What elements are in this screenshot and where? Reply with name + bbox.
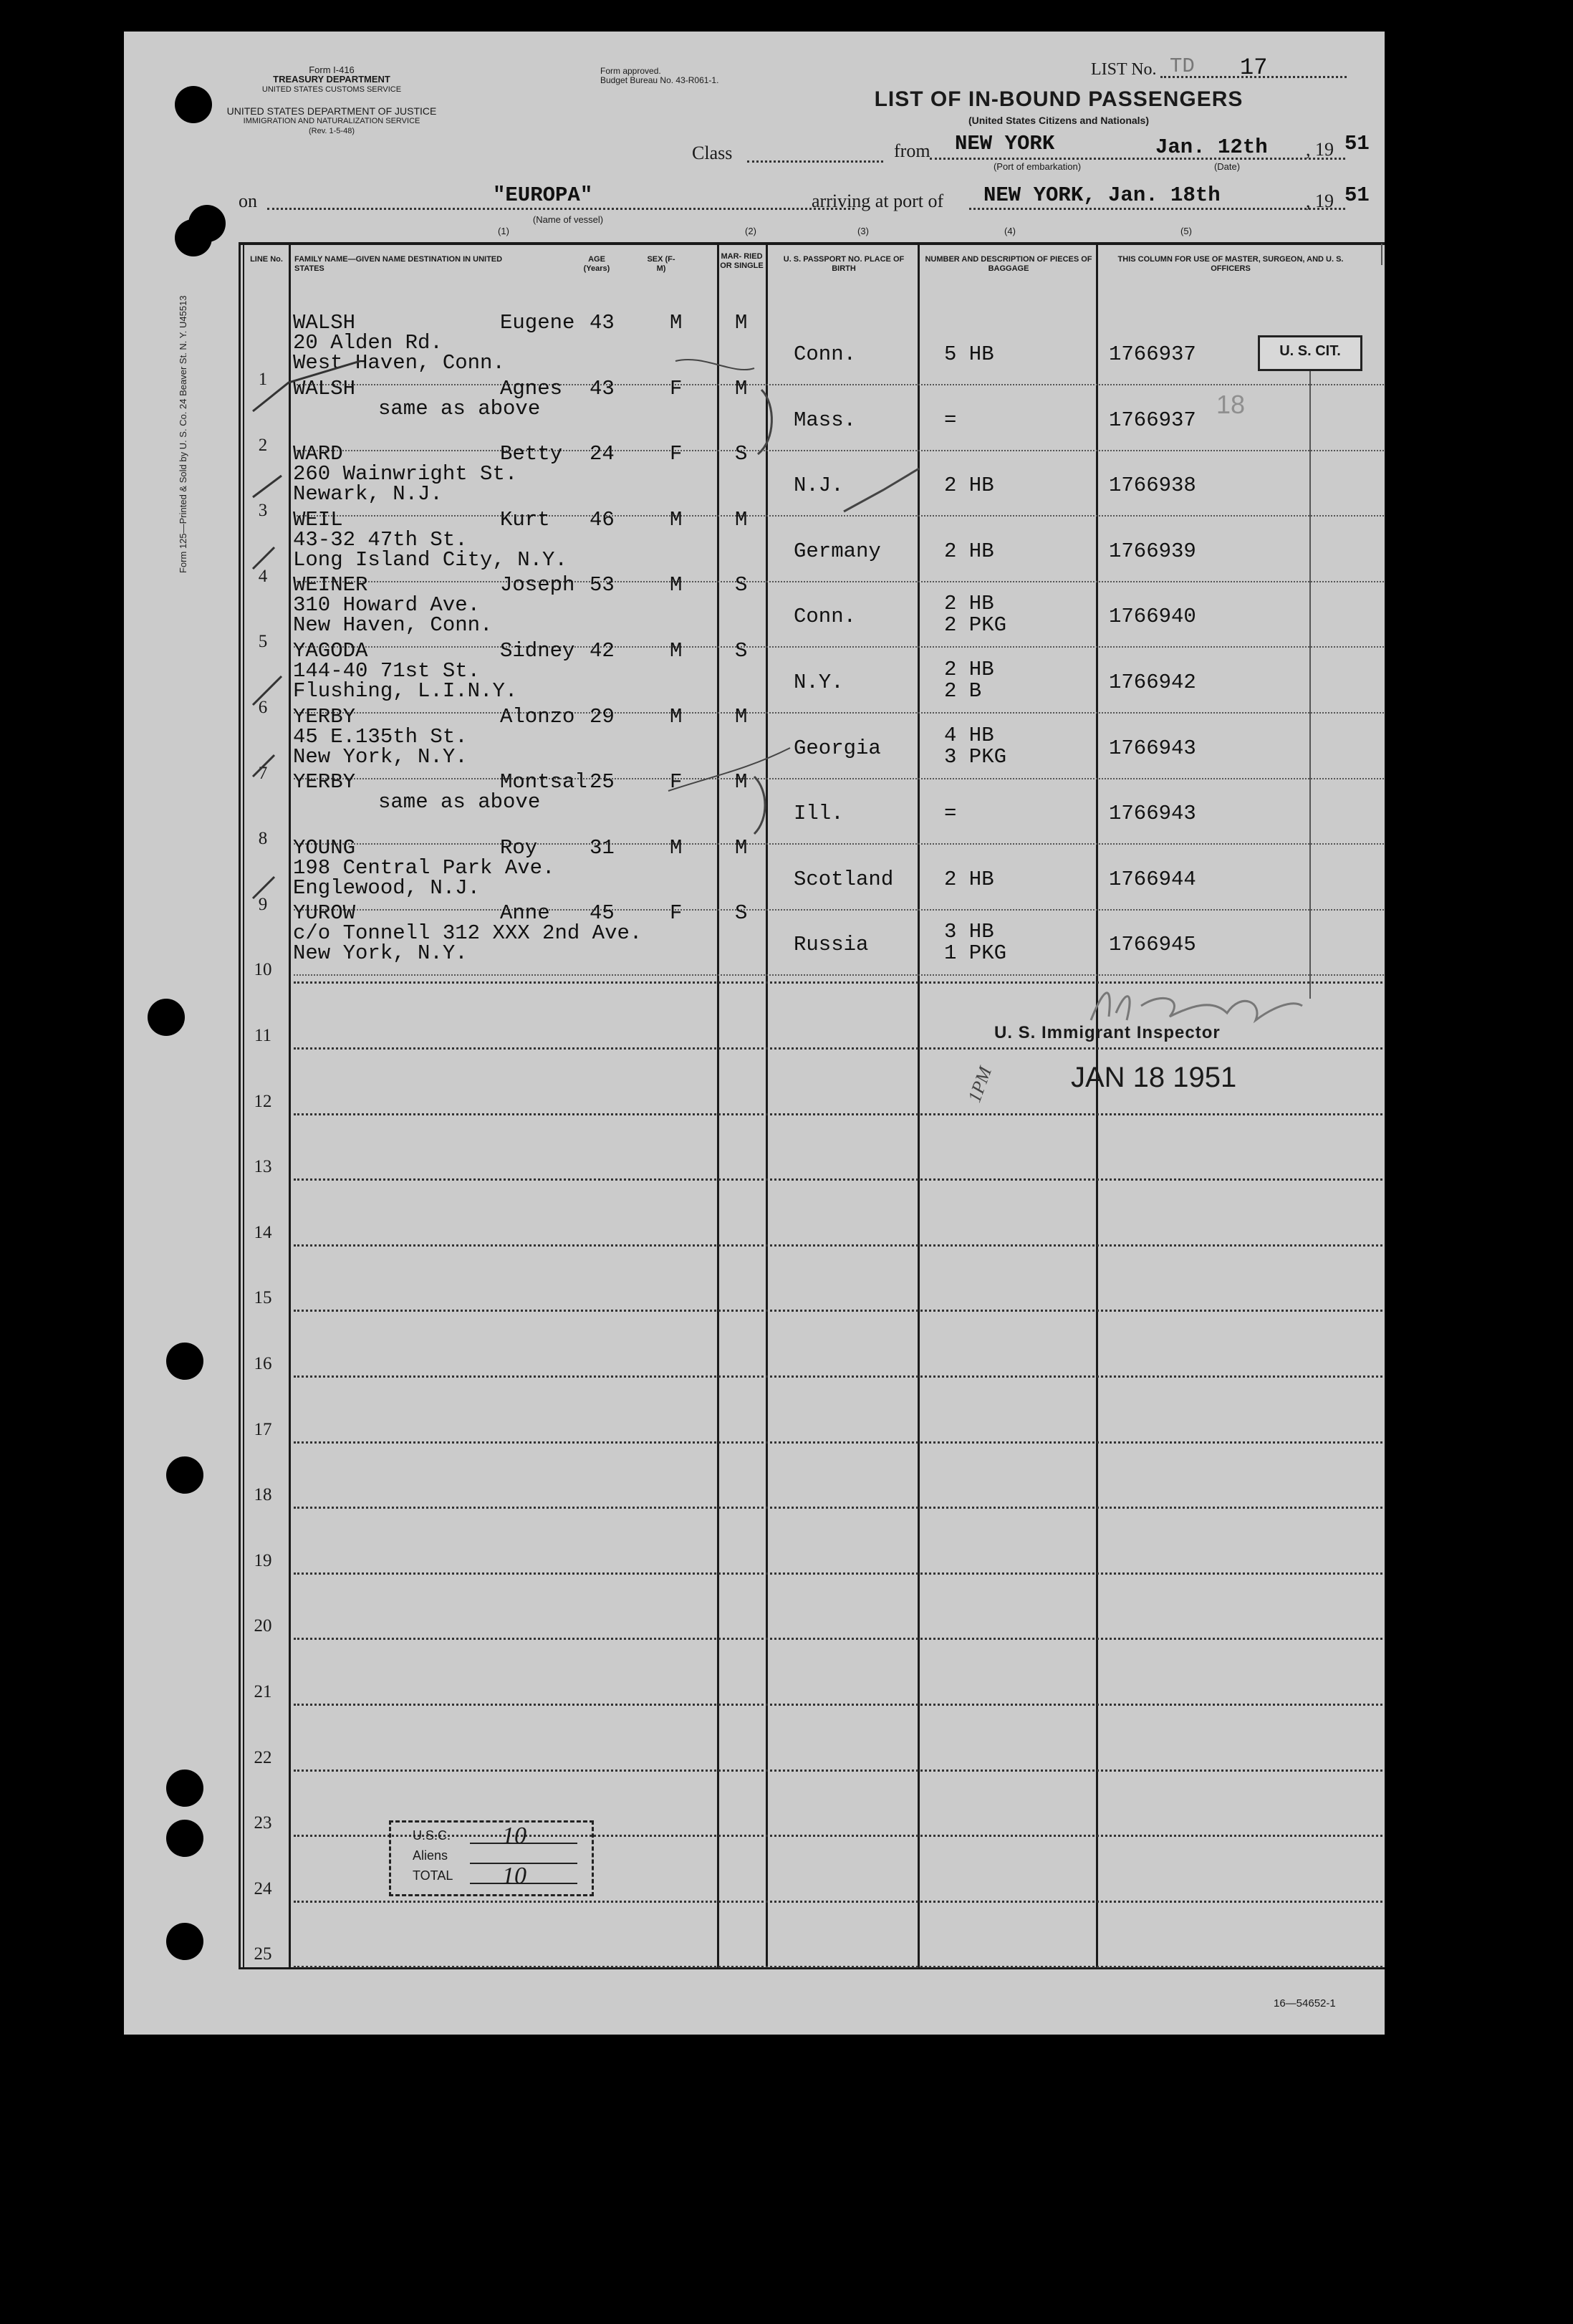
given-name: Eugene	[500, 311, 575, 335]
address-line-1: 20 Alden Rd.	[293, 331, 443, 355]
header-line-no: LINE No.	[250, 255, 283, 264]
age: 43	[590, 376, 615, 400]
embark-date: Jan. 12th	[1155, 135, 1268, 159]
address-line-2: Long Island City, N.Y.	[293, 547, 567, 572]
line-number: 23	[254, 1813, 272, 1833]
line-number: 9	[258, 894, 268, 914]
marital-status: M	[735, 311, 748, 335]
age: 29	[590, 704, 615, 729]
given-name: Roy	[500, 835, 538, 860]
arrival-line	[969, 208, 1345, 210]
place-of-birth: Georgia	[794, 736, 881, 760]
passport-check	[840, 454, 926, 526]
usc-label: U.S.C.	[413, 1828, 451, 1843]
address-line-2: Englewood, N.J.	[293, 875, 481, 900]
address-line-1: 45 E.135th St.	[293, 724, 468, 749]
marital-status: S	[735, 901, 748, 926]
handwritten-1pm: 1PM	[963, 1064, 996, 1105]
on-label: on	[239, 191, 257, 211]
header-married-single: MAR- RIED OR SINGLE	[720, 252, 764, 270]
address-line-2: West Haven, Conn.	[293, 351, 505, 375]
port-caption: (Port of embarkation)	[993, 161, 1082, 172]
given-name: Joseph	[500, 573, 575, 597]
given-name: Betty	[500, 442, 563, 466]
binder-hole	[175, 86, 212, 123]
officer-number: 1766938	[1109, 474, 1196, 498]
arriving-label: arriving at port of	[812, 191, 944, 211]
row-dotted-line	[294, 1901, 1385, 1903]
place-of-birth: Scotland	[794, 867, 894, 891]
line-number: 4	[258, 566, 268, 586]
sex: F	[670, 901, 683, 926]
family-name: WEIL	[293, 507, 343, 532]
baggage: =	[944, 802, 957, 826]
age: 25	[590, 770, 615, 794]
line-number: 18	[254, 1485, 272, 1505]
address-line-1: 43-32 47th St.	[293, 527, 468, 552]
us-cit-stamp	[1258, 335, 1362, 371]
officer-number: 1766940	[1109, 605, 1196, 629]
address-line-1: 198 Central Park Ave.	[293, 855, 555, 880]
age: 53	[590, 573, 615, 597]
inspection-date-stamp: JAN 18 1951	[1071, 1062, 1237, 1093]
budget-bureau: Budget Bureau No. 43-R061-1.	[600, 75, 719, 85]
row-dotted-line	[294, 1178, 1385, 1181]
year-prefix: , 19	[1306, 139, 1334, 160]
entry-separator	[294, 974, 1385, 976]
header-sex: SEX (F-M)	[647, 255, 675, 273]
line-number: 11	[254, 1026, 272, 1045]
row-dotted-line	[294, 1310, 1385, 1312]
sex: M	[670, 639, 683, 663]
list-no: 17	[1240, 54, 1268, 81]
check-marks	[246, 332, 432, 977]
place-of-birth: Conn.	[794, 605, 857, 629]
family-name: YERBY	[293, 704, 356, 729]
family-name: WALSH	[293, 376, 356, 400]
row-dotted-line	[294, 1572, 1385, 1575]
line-number: 19	[254, 1550, 272, 1570]
baggage: 2 HB	[944, 658, 994, 681]
row-dotted-line	[294, 1704, 1385, 1706]
family-name: WALSH	[293, 311, 356, 335]
revision: (Rev. 1-5-48)	[309, 127, 355, 135]
place-of-birth: Germany	[794, 539, 881, 563]
line-number: 15	[254, 1288, 272, 1308]
total-label: TOTAL	[413, 1868, 453, 1883]
address-line-2: Flushing, L.I.N.Y.	[293, 679, 518, 703]
address-line-1: 144-40 71st St.	[293, 659, 481, 683]
binder-hole	[166, 1820, 203, 1857]
age: 45	[590, 901, 615, 926]
embark-year: 51	[1344, 132, 1370, 155]
sex: F	[670, 770, 683, 794]
baggage: 2 HB	[944, 592, 994, 616]
given-name: Kurt	[500, 507, 550, 532]
baggage: 4 HB	[944, 723, 994, 747]
officer-number: 1766943	[1109, 736, 1196, 760]
totals-stamp	[389, 1820, 594, 1896]
binder-hole	[166, 1923, 203, 1960]
given-name: Sidney	[500, 639, 575, 663]
baggage-2: 1 PKG	[944, 941, 1007, 966]
col-num-1: (1)	[498, 226, 509, 236]
binder-hole	[166, 1770, 203, 1807]
baggage: 2 HB	[944, 539, 994, 563]
line-number: 22	[254, 1747, 272, 1767]
form-approved: Form approved.	[600, 66, 661, 76]
list-no-prefix: TD	[1170, 54, 1195, 78]
age: 46	[590, 507, 615, 532]
line-number: 6	[258, 698, 268, 717]
entry-separator	[294, 909, 1385, 911]
row-dotted-line	[294, 1507, 1385, 1509]
doj: UNITED STATES DEPARTMENT OF JUSTICE	[226, 105, 437, 117]
line-number: 2	[258, 435, 268, 455]
arrival-year-prefix: , 19	[1306, 191, 1334, 211]
header-officers: THIS COLUMN FOR USE OF MASTER, SURGEON, AND U. S. OFFICERS	[1117, 255, 1344, 273]
line-number: 8	[258, 829, 268, 849]
given-name: Agnes	[500, 376, 563, 400]
address-line-1: same as above	[378, 790, 541, 815]
manifest-page	[124, 32, 1385, 2035]
officer-number: 1766945	[1109, 933, 1196, 957]
baggage: =	[944, 408, 957, 432]
row-dotted-line	[294, 1047, 1385, 1050]
marital-status: M	[735, 376, 748, 400]
marital-status: S	[735, 442, 748, 466]
binder-hole	[166, 1456, 203, 1494]
marital-status: M	[735, 770, 748, 794]
baggage: 5 HB	[944, 342, 994, 366]
place-of-birth: N.Y.	[794, 671, 844, 694]
baggage: 3 HB	[944, 920, 994, 944]
address-line-2: Newark, N.J.	[293, 482, 443, 506]
header-tick	[1381, 244, 1382, 265]
header-baggage: NUMBER AND DESCRIPTION OF PIECES OF BAGGAGE	[925, 255, 1092, 273]
col-rule-0b	[243, 244, 244, 1969]
marital-status: M	[735, 835, 748, 860]
marital-status: M	[735, 704, 748, 729]
row-dotted-line	[294, 1770, 1385, 1772]
place-of-birth: Conn.	[794, 342, 857, 366]
col-rule-0	[239, 244, 241, 1969]
page-title: LIST OF IN-BOUND PASSENGERS	[874, 87, 1244, 111]
officer-number: 1766942	[1109, 671, 1196, 694]
age: 31	[590, 835, 615, 860]
from-label: from	[894, 140, 930, 161]
line-number: 5	[258, 632, 268, 652]
date-caption: (Date)	[1213, 161, 1241, 172]
address-line-2: New Haven, Conn.	[293, 613, 493, 638]
vessel-line	[267, 208, 855, 210]
marital-status: S	[735, 639, 748, 663]
line-number: 24	[254, 1878, 272, 1898]
officer-number: 1766937	[1109, 408, 1196, 432]
binder-hole	[166, 1343, 203, 1380]
address-line-1: 310 Howard Ave.	[293, 593, 481, 618]
baggage-2: 2 PKG	[944, 613, 1007, 638]
baggage-2: 2 B	[944, 679, 982, 703]
line-number: 14	[254, 1222, 272, 1242]
marital-status: M	[735, 507, 748, 532]
address-line-2: New York, N.Y.	[293, 744, 468, 769]
place-of-birth: Russia	[794, 933, 869, 957]
officer-side-rule	[1309, 340, 1311, 999]
ins: IMMIGRATION AND NATURALIZATION SERVICE	[243, 117, 420, 125]
col-num-4: (4)	[1004, 226, 1016, 236]
row-dotted-line	[294, 1638, 1385, 1640]
age: 24	[590, 442, 615, 466]
family-name: YAGODA	[293, 639, 368, 663]
usc-count: 10	[502, 1823, 526, 1849]
line-number: 10	[254, 960, 272, 980]
row-dotted-line	[294, 1441, 1385, 1444]
baggage: 2 HB	[944, 867, 994, 891]
header-passport-birth: U. S. PASSPORT NO. PLACE OF BIRTH	[783, 255, 905, 273]
table-top-rule	[239, 242, 1385, 245]
place-of-birth: Mass.	[794, 408, 857, 432]
col-rule-5	[1096, 244, 1098, 1969]
line-number: 12	[254, 1091, 272, 1111]
age: 42	[590, 639, 615, 663]
officer-number: 1766939	[1109, 539, 1196, 563]
sex: M	[670, 835, 683, 860]
place-of-birth: Ill.	[794, 802, 844, 826]
officer-number: 1766937	[1109, 342, 1196, 366]
address-line-1: 260 Wainwright St.	[293, 462, 518, 486]
class-label: Class	[692, 143, 733, 163]
family-name: YUROW	[293, 901, 356, 926]
handwritten-18: 18	[1216, 390, 1246, 419]
col-num-2: (2)	[745, 226, 756, 236]
marital-status: S	[735, 573, 748, 597]
sex: F	[670, 442, 683, 466]
margin-brackets	[625, 347, 855, 884]
line-number: 17	[254, 1419, 272, 1439]
family-name: YERBY	[293, 770, 356, 794]
footer-code: 16—54652-1	[1274, 1997, 1336, 2010]
vessel-name: "EUROPA"	[493, 183, 593, 207]
from-line	[930, 158, 1345, 160]
given-name: Montsal	[500, 770, 587, 794]
sex: M	[670, 311, 683, 335]
inspector-title: U. S. Immigrant Inspector	[994, 1023, 1221, 1042]
col-num-5: (5)	[1180, 226, 1192, 236]
given-name: Alonzo	[500, 704, 575, 729]
arrival-year: 51	[1344, 183, 1370, 207]
baggage-2: 3 PKG	[944, 744, 1007, 769]
header-name-destination: FAMILY NAME—GIVEN NAME DESTINATION IN UNITED STATES	[294, 255, 503, 273]
arrival-port-date: NEW YORK, Jan. 18th	[983, 183, 1221, 207]
port-of-embarkation: NEW YORK	[955, 132, 1055, 155]
class-line	[747, 160, 883, 163]
form-number: Form I-416	[309, 64, 355, 75]
row-dotted-line	[294, 1966, 1385, 1968]
line-number: 3	[258, 501, 268, 521]
sex: M	[670, 507, 683, 532]
page-subtitle: (United States Citizens and Nationals)	[968, 115, 1150, 126]
line-number: 16	[254, 1354, 272, 1373]
col-num-3: (3)	[857, 226, 869, 236]
row-dotted-line	[294, 1113, 1385, 1115]
printer-side-text: Form 125—Printed & Sold by U. S. Co. 24 Beaver St. N. Y. U45513	[178, 295, 188, 573]
line-number: 7	[258, 763, 268, 783]
row-dotted-line	[294, 1244, 1385, 1247]
line-number: 13	[254, 1157, 272, 1177]
line-number: 20	[254, 1616, 272, 1636]
us-cit-text: U. S. CIT.	[1279, 343, 1341, 359]
binder-hole	[148, 999, 185, 1036]
family-name: WARD	[293, 442, 343, 466]
place-of-birth: N.J.	[794, 474, 844, 498]
binder-hole	[188, 205, 226, 242]
customs-service: UNITED STATES CUSTOMS SERVICE	[261, 85, 402, 94]
list-no-label: LIST No.	[1091, 60, 1157, 79]
sex: M	[670, 573, 683, 597]
treasury-dept: TREASURY DEPARTMENT	[273, 74, 390, 85]
line-number: 21	[254, 1682, 272, 1701]
aliens-label: Aliens	[413, 1848, 448, 1863]
given-name: Anne	[500, 901, 550, 926]
row-dotted-line	[294, 1375, 1385, 1378]
age: 43	[590, 311, 615, 335]
officer-number: 1766943	[1109, 802, 1196, 826]
total-count: 10	[502, 1863, 526, 1889]
baggage: 2 HB	[944, 474, 994, 498]
family-name: WEINER	[293, 573, 368, 597]
address-line-2: New York, N.Y.	[293, 941, 468, 966]
address-line-1: same as above	[378, 396, 541, 421]
address-line-1: c/o Tonnell 312 XXX 2nd Ave.	[293, 921, 643, 946]
sex: M	[670, 704, 683, 729]
line-number: 25	[254, 1944, 272, 1964]
header-age: AGE (Years)	[583, 255, 610, 273]
line-number: 1	[258, 370, 268, 389]
family-name: YOUNG	[293, 835, 356, 860]
sex: F	[670, 376, 683, 400]
officer-number: 1766944	[1109, 867, 1196, 891]
vessel-caption: (Name of vessel)	[532, 214, 604, 225]
